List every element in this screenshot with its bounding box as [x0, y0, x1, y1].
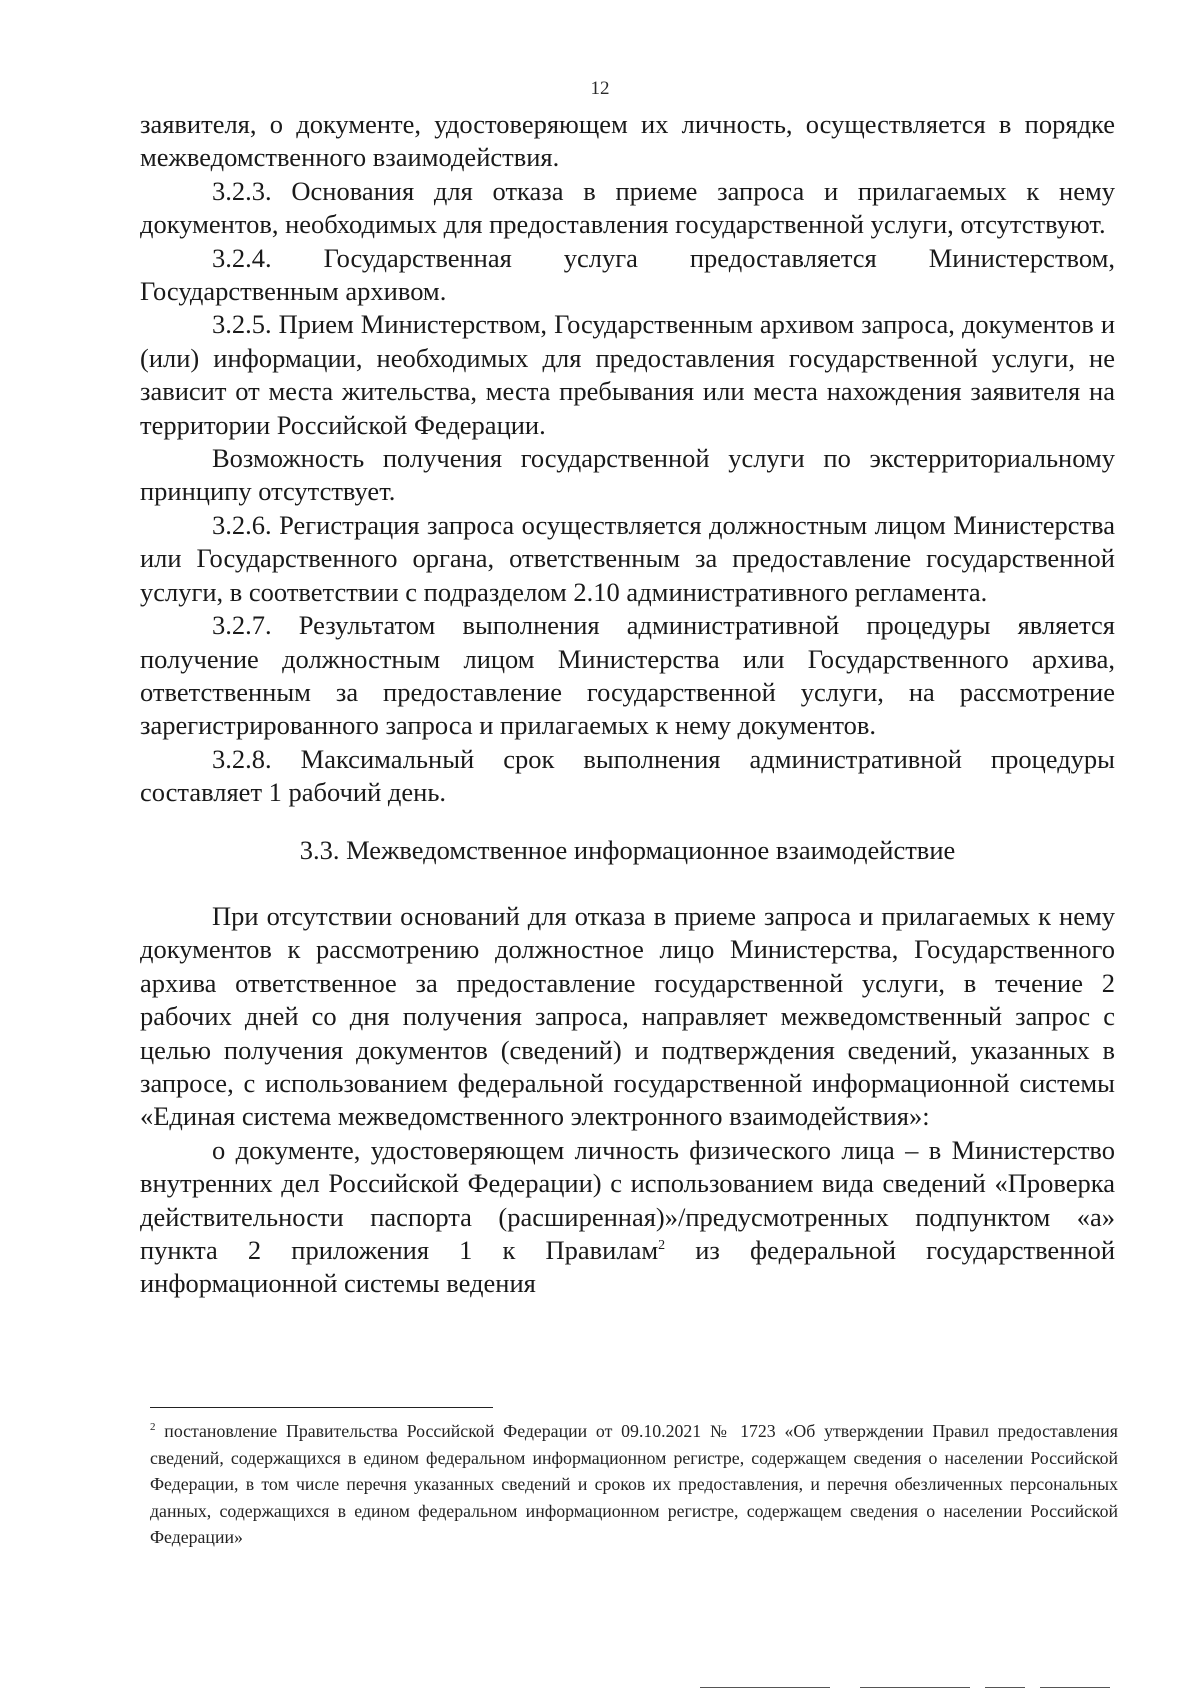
paragraph-3-2-7: 3.2.7. Результатом выполнения административной процедуры является получение должностным лицом Министерства или Государственного архива, ответственным за предоставление государственной услуги, на рассмотрение зарегистрированного запроса и прилагаемых к нему документов.	[140, 610, 1115, 741]
paragraph-3-2-8: 3.2.8. Максимальный срок выполнения административной процедуры составляет 1 рабочий день.	[140, 743, 1115, 808]
footnote-divider	[150, 1407, 493, 1408]
paragraph-3-2-6: 3.2.6. Регистрация запроса осуществляется должностным лицом Министерства или Государственного органа, ответственным за предоставление государственной услуги, в соответствии с подразделом 2.10 административного регламента.	[140, 509, 1115, 607]
paragraph-identity-text: о документе, удостоверяющем личность физического лица – в Министерство внутренних дел Российской Федерации) с использованием вида сведений «Проверка действительности паспорта (расширенная)»/предусмотренных подпунктом «а» пункта 2 приложения 1 к Правилам	[140, 1134, 1115, 1265]
paragraph-3-2-4: 3.2.4. Государственная услуга предоставляется Министерством, Государственным архивом.	[140, 242, 1115, 307]
scan-artifact-line	[1040, 1687, 1110, 1688]
paragraph-continuation: заявителя, о документе, удостоверяющем их личность, осуществляется в порядке межведомственного взаимодействия.	[140, 109, 1115, 173]
paragraph-identity-document	[140, 1134, 1115, 1301]
document-body	[140, 108, 1115, 1301]
scan-artifact-line	[985, 1687, 1025, 1688]
footnote-text: постановление Правительства Российской Федерации от 09.10.2021 № 1723 «Об утверждении Правил предоставления сведений, содержащихся в едином федеральном информационном регистре, содержащем сведения о населении Российской Федерации, в том числе перечня указанных сведений и сроков их предоставления, и перечня обезличенных персональных данных, содержащихся в едином федеральном информационном регистре, содержащем сведения о населении Российской Федерации»	[150, 1421, 1118, 1547]
paragraph-3-2-3: 3.2.3. Основания для отказа в приеме запроса и прилагаемых к нему документов, необходимых для предоставления государственной услуги, отсутствуют.	[140, 175, 1115, 240]
footnote-reference: 2	[658, 1238, 666, 1254]
section-heading: 3.3. Межведомственное информационное взаимодействие	[299, 834, 956, 865]
footnote	[150, 1418, 1118, 1551]
footnote-marker: 2	[150, 1421, 156, 1434]
scan-artifact-line	[700, 1687, 830, 1688]
paragraph-identity-text-end: из федеральной государственной информационной системы ведения	[140, 1235, 1115, 1299]
page-number: 12	[590, 78, 610, 99]
paragraph-3-2-5: 3.2.5. Прием Министерством, Государственным архивом запроса, документов и (или) информации, необходимых для предоставления государственной услуги, не зависит от места жительства, места пребывания или места нахождения заявителя на территории Российской Федерации.	[140, 309, 1115, 440]
paragraph-exterritorial: Возможность получения государственной услуги по экстерриториальному принципу отсутствует.	[140, 443, 1115, 507]
scan-artifact-line	[860, 1687, 970, 1688]
paragraph-interagency-request: При отсутствии оснований для отказа в приеме запроса и прилагаемых к нему документов к рассмотрению должностное лицо Министерства, Государственного архива ответственное за предоставление государственной услуги, в течение 2 рабочих дней со дня получения запроса, направляет межведомственный запрос с целью получения документов (сведений) и подтверждения сведений, указанных в запросе, с использованием федеральной государственной информационной системы «Единая система межведомственного электронного взаимодействия»:	[140, 900, 1115, 1132]
